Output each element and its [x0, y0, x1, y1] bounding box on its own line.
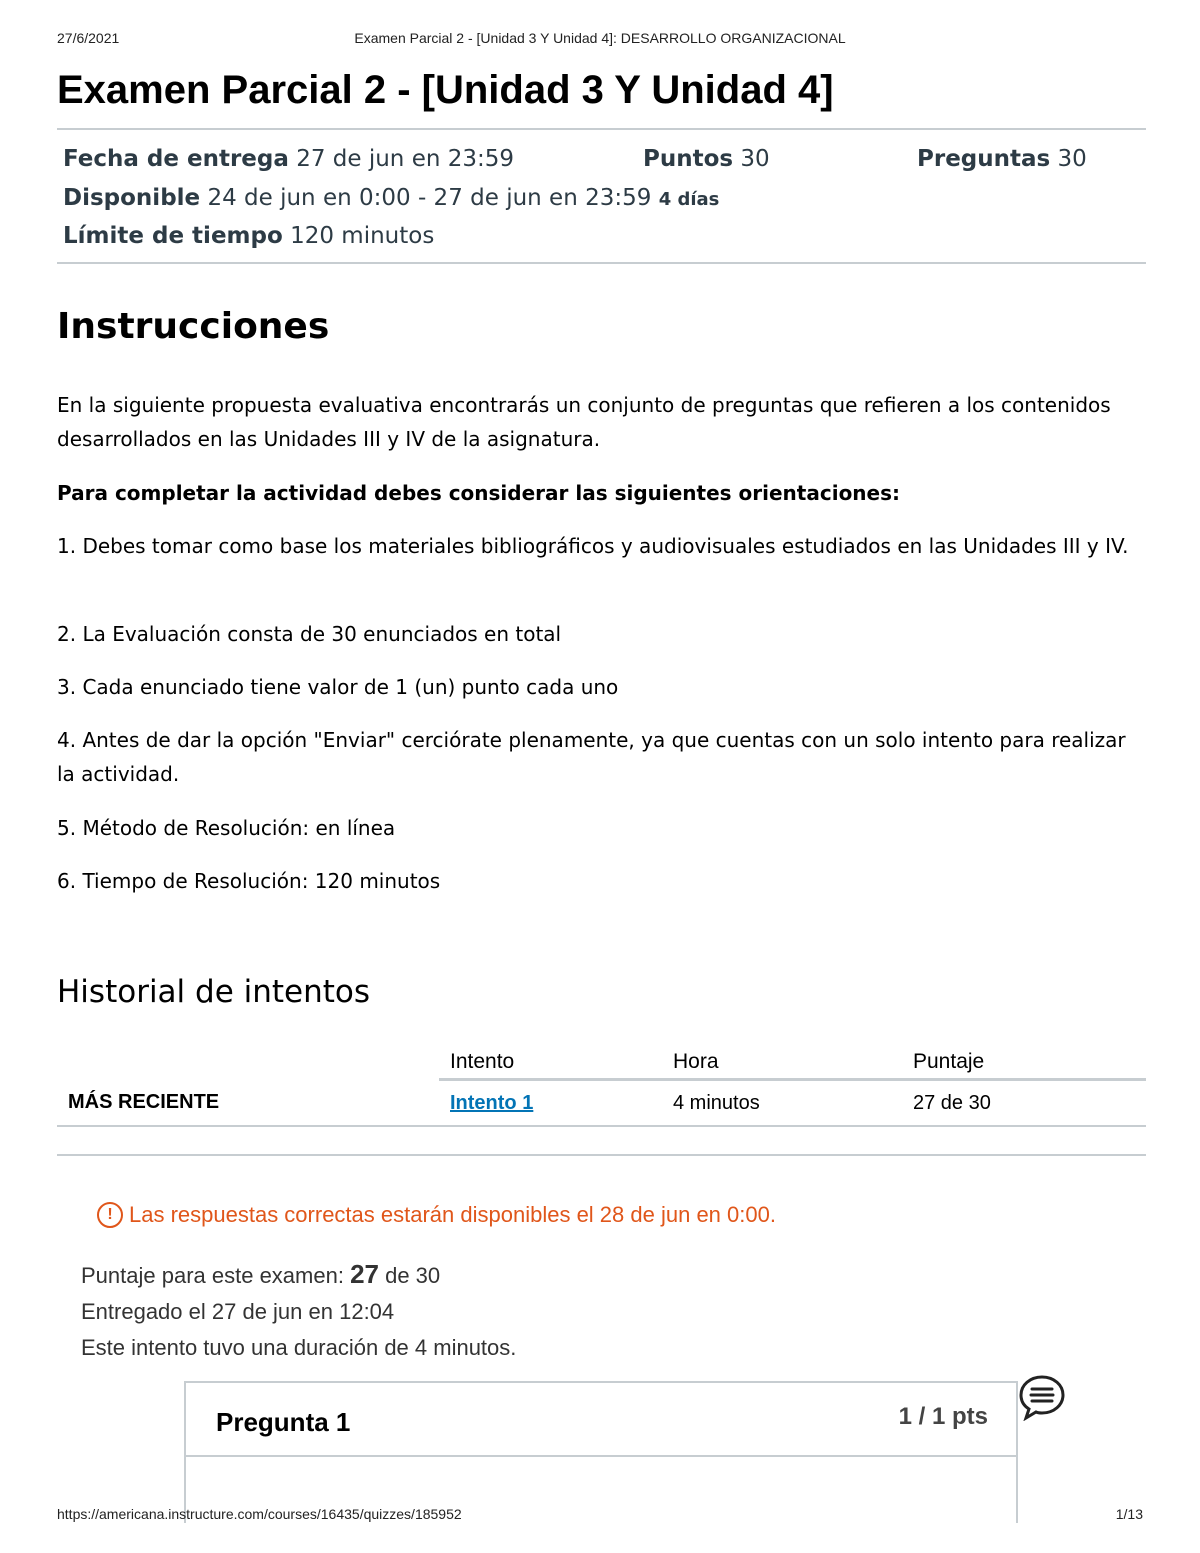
- score-suffix: de 30: [378, 1263, 441, 1288]
- print-url: https://americana.instructure.com/courses/16435/quizzes/185952: [57, 1506, 462, 1522]
- due-date: [63, 146, 514, 172]
- submitted-line: Entregado el 27 de jun en 12:04: [81, 1299, 395, 1324]
- availability-value: 24 de jun en 0:00 - 27 de jun en 23:59: [207, 185, 652, 211]
- column-header-time: Hora: [673, 1036, 913, 1080]
- availability-days: 4 días: [658, 189, 720, 210]
- points: [643, 146, 770, 172]
- instructions-paragraph: 4. Antes de dar la opción "Enviar" cerciórate plenamente, ya que cuentas con un solo intento para realizar la actividad.: [57, 728, 1126, 786]
- score-line: [81, 1256, 516, 1294]
- table-header-row: [57, 1036, 1146, 1080]
- instructions-paragraph: 3. Cada enunciado tiene valor de 1 (un) punto cada uno: [57, 675, 619, 699]
- column-header-score: Puntaje: [913, 1036, 1146, 1080]
- chat-bubble-icon[interactable]: [1018, 1373, 1066, 1421]
- questions: [917, 146, 1087, 172]
- instructions-paragraph: 2. La Evaluación consta de 30 enunciados en total: [57, 622, 562, 646]
- attempt-cell: [439, 1080, 673, 1127]
- due-date-label: Fecha de entrega: [63, 146, 289, 172]
- instructions-paragraph: Para completar la actividad debes considerar las siguientes orientaciones:: [57, 481, 901, 505]
- points-label: Puntos: [643, 146, 734, 172]
- print-page-number: 1/13: [1115, 1506, 1143, 1522]
- column-header-attempt: Intento: [439, 1036, 673, 1080]
- table-row: [57, 1080, 1146, 1127]
- instructions-paragraph: 6. Tiempo de Resolución: 120 minutos: [57, 869, 441, 893]
- quiz-main: [57, 66, 1146, 1360]
- instructions-title: Instrucciones: [57, 306, 330, 347]
- answers-notice: [97, 1202, 776, 1228]
- notice-text: Las respuestas correctas estarán disponibles el 28 de jun en 0:00.: [129, 1202, 776, 1227]
- exclamation-circle-icon: !: [97, 1202, 123, 1228]
- attempt-history-table: [57, 1036, 1146, 1127]
- attempt-link[interactable]: Intento 1: [450, 1091, 534, 1114]
- attempt-score: 27 de 30: [913, 1080, 1146, 1127]
- divider: [57, 1154, 1146, 1156]
- due-date-value: 27 de jun en 23:59: [296, 146, 515, 172]
- question-title: Pregunta 1: [216, 1407, 351, 1437]
- question-points: 1 / 1 pts: [898, 1403, 988, 1430]
- print-header: [57, 30, 1143, 50]
- question-card: [184, 1381, 1018, 1523]
- quiz-details: [57, 130, 1146, 252]
- instructions-paragraph: En la siguiente propuesta evaluativa encontrarás un conjunto de preguntas que refieren a los contenidos desarrollados en las Unidades III y IV de la asignatura.: [57, 393, 1111, 451]
- attempt-summary: [81, 1256, 516, 1366]
- time-limit-label: Límite de tiempo: [63, 223, 283, 249]
- score-prefix: Puntaje para este examen:: [81, 1263, 351, 1288]
- print-footer: [57, 1506, 1143, 1526]
- time-limit: [63, 223, 434, 249]
- page-title: Examen Parcial 2 - [Unidad 3 Y Unidad 4]: [57, 68, 834, 112]
- history-title: Historial de intentos: [57, 974, 371, 1010]
- score-value: 27: [350, 1259, 379, 1289]
- questions-label: Preguntas: [917, 146, 1051, 172]
- availability: [63, 185, 719, 211]
- divider: [57, 262, 1146, 264]
- question-header: [186, 1383, 1016, 1457]
- column-header: [57, 1036, 439, 1080]
- questions-value: 30: [1057, 146, 1087, 172]
- time-limit-value: 120 minutos: [290, 223, 435, 249]
- availability-label: Disponible: [63, 185, 201, 211]
- row-label: MÁS RECIENTE: [57, 1080, 439, 1127]
- print-date: 27/6/2021: [57, 30, 120, 46]
- points-value: 30: [740, 146, 770, 172]
- attempt-time: 4 minutos: [673, 1080, 913, 1127]
- instructions-paragraph: 1. Debes tomar como base los materiales bibliográficos y audiovisuales estudiados en las Unidades III y IV.: [57, 534, 1129, 558]
- instructions-paragraph: 5. Método de Resolución: en línea: [57, 816, 396, 840]
- duration-line: Este intento tuvo una duración de 4 minutos.: [81, 1335, 517, 1360]
- print-document-title: Examen Parcial 2 - [Unidad 3 Y Unidad 4]: DESARROLLO ORGANIZACIONAL: [354, 30, 846, 46]
